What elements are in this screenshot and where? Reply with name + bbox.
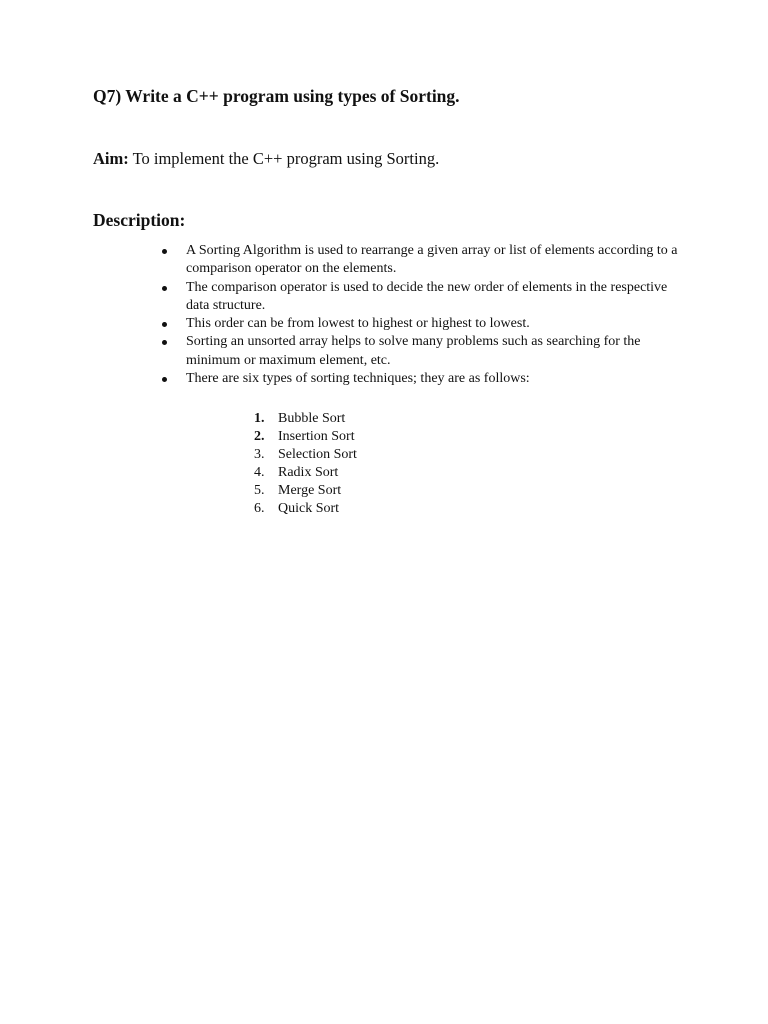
bullet-icon xyxy=(162,377,167,382)
list-text: Bubble Sort xyxy=(278,411,346,426)
bullet-icon xyxy=(162,249,167,254)
list-item xyxy=(254,428,357,446)
bullet-icon xyxy=(162,340,167,345)
list-number: 4. xyxy=(254,465,265,481)
bullet-item xyxy=(186,242,686,279)
list-item xyxy=(254,410,357,428)
bullet-text: A Sorting Algorithm is used to rearrange a given array or list of elements according to a comparison operator on the elements. xyxy=(186,243,678,277)
list-text: Insertion Sort xyxy=(278,429,355,445)
list-text: Merge Sort xyxy=(278,483,342,499)
list-item xyxy=(254,500,357,518)
bullet-icon xyxy=(162,322,167,327)
bullet-icon xyxy=(162,286,167,291)
list-number: 1. xyxy=(254,411,265,426)
aim-text: To implement the C++ program using Sorting. xyxy=(128,149,440,168)
description-bullet-list xyxy=(186,242,686,388)
list-item xyxy=(254,446,357,464)
list-item xyxy=(254,464,357,482)
bullet-text: The comparison operator is used to decide the new order of elements in the respective data structure. xyxy=(186,279,668,313)
bullet-text: There are six types of sorting techniques; they are as follows: xyxy=(186,371,530,387)
bullet-text: Sorting an unsorted array helps to solve many problems such as searching for the minimum or maximum element, etc. xyxy=(186,334,641,368)
question-heading: Q7) Write a C++ program using types of Sorting. xyxy=(93,86,460,106)
bullet-item xyxy=(186,333,686,370)
list-number: 2. xyxy=(254,429,265,445)
aim-label: Aim: xyxy=(93,149,129,168)
list-number: 3. xyxy=(254,447,265,463)
description-title: Description: xyxy=(93,210,186,230)
list-number: 5. xyxy=(254,483,265,499)
bullet-text: This order can be from lowest to highest or highest to lowest. xyxy=(186,316,530,332)
bullet-item xyxy=(186,315,686,333)
list-text: Quick Sort xyxy=(278,501,340,517)
list-number: 6. xyxy=(254,501,265,517)
bullet-item xyxy=(186,370,686,388)
list-item xyxy=(254,482,357,500)
bullet-item xyxy=(186,279,686,316)
list-text: Selection Sort xyxy=(278,447,357,463)
sorting-types-list xyxy=(254,410,357,519)
list-text: Radix Sort xyxy=(278,465,339,481)
aim-paragraph xyxy=(93,149,439,169)
